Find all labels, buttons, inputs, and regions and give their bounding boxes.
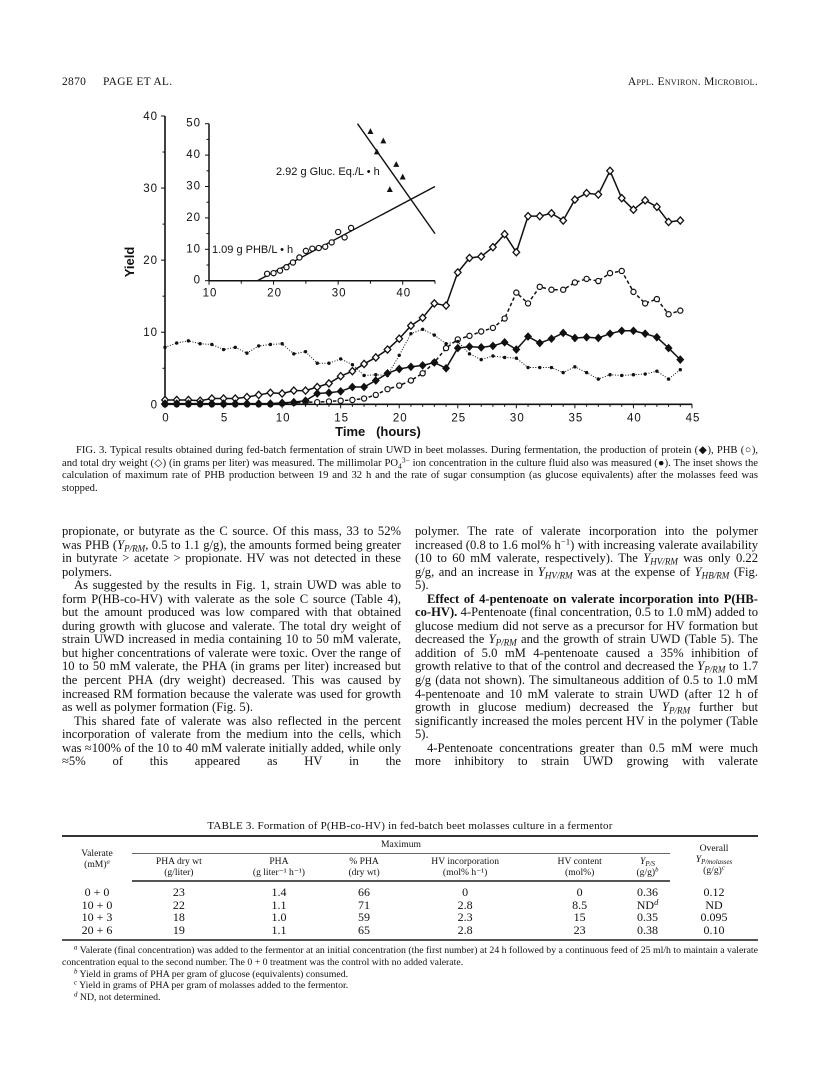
data-point-series-2 bbox=[583, 334, 590, 341]
data-point-series-3 bbox=[222, 348, 225, 351]
data-point-series-1 bbox=[443, 345, 448, 350]
data-point-series-3 bbox=[456, 340, 459, 343]
data-point-series-3 bbox=[679, 368, 682, 371]
inset-data-point-series-0 bbox=[323, 244, 328, 249]
data-point-series-1 bbox=[467, 333, 472, 338]
data-point-series-0 bbox=[279, 390, 286, 397]
data-point-series-0 bbox=[361, 360, 368, 367]
inset-data-point-series-1 bbox=[400, 174, 406, 180]
page-number: 2870 bbox=[62, 76, 87, 88]
script-text: P/RM bbox=[495, 638, 517, 649]
col-header: HV content (mol%) bbox=[534, 854, 625, 882]
data-point-series-3 bbox=[187, 339, 190, 342]
data-point-series-3 bbox=[269, 343, 272, 346]
data-point-series-2 bbox=[337, 388, 344, 395]
data-point-series-3 bbox=[339, 357, 342, 360]
text-run: was at the expense of bbox=[572, 564, 695, 579]
data-point-series-3 bbox=[468, 352, 471, 355]
table-footnotes bbox=[62, 945, 758, 1003]
table-cell: 23 bbox=[172, 885, 185, 899]
data-point-series-1 bbox=[385, 387, 390, 392]
table-cell: 22 bbox=[172, 897, 185, 912]
data-point-series-2 bbox=[478, 344, 485, 351]
data-point-series-0 bbox=[677, 217, 684, 224]
inset-fit-line-1 bbox=[358, 124, 435, 234]
data-point-series-3 bbox=[292, 352, 295, 355]
table-cell: 0.095 bbox=[700, 910, 728, 925]
inset-data-point-series-1 bbox=[374, 149, 380, 155]
data-point-series-3 bbox=[550, 366, 553, 369]
inset-y-tick-label: 20 bbox=[186, 211, 201, 224]
data-point-series-0 bbox=[583, 190, 590, 197]
inset-data-point-series-1 bbox=[393, 161, 399, 167]
table-cell: 0.35 bbox=[636, 910, 658, 925]
data-point-series-1 bbox=[338, 398, 343, 403]
data-point-series-3 bbox=[409, 332, 412, 335]
data-point-series-1 bbox=[479, 329, 484, 334]
data-point-series-2 bbox=[419, 362, 426, 369]
data-point-series-1 bbox=[607, 271, 612, 276]
data-point-series-3 bbox=[351, 363, 354, 366]
inset-annotation-sugar-rate: 2.92 g Gluc. Eq./L • h bbox=[276, 166, 380, 178]
data-point-series-0 bbox=[373, 354, 380, 361]
table-cell: 59 bbox=[358, 910, 371, 925]
data-point-series-0 bbox=[572, 196, 579, 203]
table-cell: 18 bbox=[172, 910, 185, 925]
inset-data-point-series-1 bbox=[367, 128, 373, 134]
data-point-series-0 bbox=[291, 387, 298, 394]
data-point-series-3 bbox=[433, 333, 436, 336]
footnote: $^d$ ND, not determined. bbox=[74, 991, 161, 1003]
data-point-series-1 bbox=[397, 383, 402, 388]
inset-y-tick-label: 10 bbox=[186, 243, 201, 256]
data-point-series-3 bbox=[398, 354, 401, 357]
text-run: polymer. The rate of valerate incorporation into the polymer increased (0.8 to 1.6 mol% h bbox=[415, 524, 758, 552]
run-in-heading: Effect of 4-pentenoate on valerate incorporation into P(HB-co-HV). bbox=[415, 591, 758, 620]
data-point-series-3 bbox=[234, 346, 237, 349]
data-point-series-3 bbox=[515, 356, 518, 359]
text-run: Y bbox=[117, 537, 125, 552]
data-point-series-1 bbox=[596, 278, 601, 283]
data-point-series-0 bbox=[443, 302, 450, 309]
x-tick-label: 30 bbox=[509, 412, 525, 425]
text-run: As suggested by the results in Fig. 1, strain UWD was able to form P(HB-co-HV) with valerate as the sole C source (Table 4), but the amount produced was low compared with that obtained during growth with glucose and valerate. The total dry weight of strain UWD increased in media containing 10 to 50 mM valerate, but higher concentrations of valerate were toxic. Over the range of 10 to 50 mM valerate, the PHA (in grams per liter) increased but the percent PHA (dry weight) decreased. This was caused by increased RM formation because the valerate was used for growth as well as polymer formation (Fig. 5). bbox=[62, 578, 401, 715]
paragraph bbox=[62, 525, 401, 579]
table-row bbox=[62, 881, 758, 899]
script-text: 3− bbox=[401, 454, 410, 464]
table-cell: 2.8 bbox=[396, 924, 534, 941]
text-run: 4-Pentenoate concentrations greater than 0.5 mM were much more inhibitory to strain UWD growing with valerate bbox=[415, 740, 758, 769]
inset-data-point-series-0 bbox=[290, 260, 295, 265]
script-text: HB/RM bbox=[701, 570, 730, 581]
data-point-series-1 bbox=[525, 301, 530, 306]
text-run: Y bbox=[537, 564, 545, 579]
data-point-series-2 bbox=[408, 363, 415, 370]
y-tick-label: 0 bbox=[150, 399, 158, 412]
data-point-series-1 bbox=[537, 284, 542, 289]
data-point-series-0 bbox=[595, 191, 602, 198]
data-point-series-0 bbox=[536, 213, 543, 220]
data-point-series-0 bbox=[560, 217, 567, 224]
footnote: $^c$ Yield in grams of PHA per gram of molasses added to the fermentor. bbox=[74, 979, 349, 992]
col-header: PHA dry wt (g/liter) bbox=[132, 854, 226, 882]
table-cell: 10 + 3 bbox=[81, 910, 113, 925]
script-text: P/RM bbox=[124, 543, 146, 554]
data-point-series-1 bbox=[361, 396, 366, 401]
data-point-series-3 bbox=[480, 358, 483, 361]
col-group-maximum: Maximum bbox=[132, 836, 670, 854]
data-point-series-0 bbox=[349, 368, 356, 375]
data-point-series-1 bbox=[561, 287, 566, 292]
text-run: was only 0.22 g/g, and an increase in bbox=[415, 551, 758, 579]
col-header: HV incorporation (mol% h⁻¹) bbox=[396, 854, 534, 882]
data-point-series-1 bbox=[643, 301, 648, 306]
data-point-series-2 bbox=[361, 383, 368, 390]
data-point-series-2 bbox=[501, 339, 508, 346]
y-tick-label: 20 bbox=[143, 255, 158, 268]
data-point-series-1 bbox=[584, 276, 589, 281]
data-point-series-3 bbox=[561, 371, 564, 374]
data-point-series-1 bbox=[678, 308, 683, 313]
data-point-series-2 bbox=[396, 365, 403, 372]
footnote: $^b$ Yield in grams of PHA per gram of glucose (equivalents) consumed. bbox=[74, 968, 349, 980]
y-tick-label: 30 bbox=[143, 183, 158, 196]
data-point-series-3 bbox=[632, 373, 635, 376]
x-tick-label: 45 bbox=[685, 412, 701, 425]
table-cell: 0.10 bbox=[670, 924, 758, 941]
data-point-series-3 bbox=[444, 342, 447, 345]
data-point-series-2 bbox=[373, 377, 380, 384]
inset-y-tick-label: 50 bbox=[186, 117, 201, 130]
inset-x-tick-label: 40 bbox=[396, 287, 412, 300]
text-run: ion concentration in the culture fluid also was measured (●). The inset shows the calculation of maximum rate of PHB production between 19 and 32 h and the rate of sugar consumption (as glucose equivalents) after the molasses feed was stopped. bbox=[62, 457, 758, 494]
data-point-series-2 bbox=[490, 342, 497, 349]
data-point-series-2 bbox=[349, 383, 356, 390]
inset-data-point-series-0 bbox=[329, 240, 334, 245]
data-point-series-3 bbox=[304, 350, 307, 353]
col-header-valerate: Valerate (mM)$^a$ bbox=[62, 836, 132, 881]
data-point-series-3 bbox=[491, 354, 494, 357]
data-point-series-3 bbox=[655, 369, 658, 372]
table-cell: 0 bbox=[462, 885, 469, 899]
col-header: % PHA (dry wt) bbox=[332, 854, 396, 882]
x-tick-label: 0 bbox=[162, 412, 170, 425]
script-text: −1 bbox=[560, 536, 571, 547]
inset-data-point-series-0 bbox=[265, 271, 270, 276]
data-point-series-1 bbox=[549, 287, 554, 292]
data-point-series-3 bbox=[280, 342, 283, 345]
data-point-series-3 bbox=[573, 365, 576, 368]
data-point-series-1 bbox=[654, 296, 659, 301]
data-point-series-0 bbox=[267, 389, 274, 396]
text-run: Y bbox=[643, 551, 651, 566]
footnote: $^a$ Valerate (final concentration) was added to the fermentor at an initial concentration (the first number) at 24 h followed by a continuous feed of 25 ml/h to maintain a valerate concentration equal to the second number. The 0 + 0 treatment was the control with no added valerate. bbox=[62, 944, 758, 968]
text-run: Y bbox=[694, 564, 702, 579]
data-point-series-1 bbox=[420, 371, 425, 376]
data-point-series-1 bbox=[373, 392, 378, 397]
running-head-journal: Appl. Environ. Microbiol. bbox=[627, 76, 758, 88]
table-cell: 1.0 bbox=[271, 910, 287, 925]
text-run: Y bbox=[661, 700, 669, 715]
text-run: Y bbox=[697, 659, 705, 674]
table-cell: 65 bbox=[332, 924, 396, 941]
data-point-series-1 bbox=[619, 268, 624, 273]
data-point-series-1 bbox=[514, 290, 519, 295]
data-point-series-3 bbox=[620, 374, 623, 377]
data-point-series-3 bbox=[245, 351, 248, 354]
table-cell: 1.4 bbox=[271, 885, 287, 899]
data-point-series-1 bbox=[666, 312, 671, 317]
x-tick-label: 40 bbox=[627, 412, 642, 425]
data-point-series-3 bbox=[175, 341, 178, 344]
table-cell: 66 bbox=[358, 885, 371, 899]
text-run: ) with increasing valerate availability (10 to 60 mM valerate, respectively). The bbox=[415, 537, 758, 566]
data-point-series-3 bbox=[585, 371, 588, 374]
inset-annotation-phb-rate: 1.09 g PHB/L • h bbox=[212, 244, 294, 256]
figure-3-chart bbox=[0, 0, 816, 440]
body-text-right-column bbox=[415, 525, 758, 769]
data-point-series-3 bbox=[503, 356, 506, 359]
table-block bbox=[62, 835, 758, 1003]
data-point-series-2 bbox=[536, 339, 543, 346]
data-point-series-2 bbox=[466, 343, 473, 350]
y-tick-label: 10 bbox=[143, 327, 158, 340]
inset-x-tick-label: 10 bbox=[202, 287, 218, 300]
data-point-series-2 bbox=[630, 327, 637, 334]
inset-x-tick-label: 20 bbox=[267, 287, 282, 300]
table-cell: 0.36 bbox=[636, 885, 658, 899]
running-head-authors: PAGE ET AL. bbox=[103, 76, 173, 88]
data-point-series-3 bbox=[210, 343, 213, 346]
inset-data-point-series-0 bbox=[277, 268, 282, 273]
table-cell: 10 + 0 bbox=[81, 897, 113, 912]
data-point-series-3 bbox=[608, 373, 611, 376]
data-point-series-2 bbox=[607, 330, 614, 337]
x-axis-title: Time (hours) bbox=[335, 424, 421, 439]
inset-data-point-series-0 bbox=[348, 225, 353, 230]
table-cell: $ND^d$ bbox=[636, 897, 659, 912]
data-point-series-1 bbox=[502, 316, 507, 321]
data-point-series-0 bbox=[525, 213, 532, 220]
x-tick-label: 10 bbox=[275, 412, 291, 425]
inset-x-tick-label: 30 bbox=[331, 287, 347, 300]
inset-data-point-series-1 bbox=[380, 138, 386, 144]
table-cell: 15 bbox=[573, 910, 586, 925]
col-header-yield-ps: $Y_{P/S}$ $(g/g)^b$ bbox=[625, 854, 670, 882]
inset-y-tick-label: 0 bbox=[193, 274, 201, 287]
data-point-series-2 bbox=[314, 390, 321, 397]
inset-data-point-series-1 bbox=[387, 186, 393, 192]
text-run: further but significantly increased the moles percent HV in the polymer (Table 5). bbox=[415, 700, 759, 742]
data-point-series-3 bbox=[597, 377, 600, 380]
x-tick-label: 35 bbox=[568, 412, 584, 425]
table-cell: 20 + 6 bbox=[62, 924, 132, 941]
table-cell: 0.12 bbox=[703, 884, 725, 899]
data-point-series-0 bbox=[326, 380, 333, 387]
data-point-series-0 bbox=[607, 167, 614, 174]
text-run: to 1.7 g/g (data not shown). The simultaneous addition of 0.5 to 1.0 mM 4-pentenoate and 10 mM valerate to strain UWD (after 12 h of growth in glucose medium) decreased the bbox=[415, 659, 758, 715]
x-tick-label: 5 bbox=[220, 412, 229, 425]
inset-data-point-series-0 bbox=[316, 245, 321, 250]
text-run: This shared fate of valerate was also reflected in the percent incorporation of valerate from the medium into the cells, which was ≈100% of the 10 to 40 mM valerate initially added, while only ≈5% of this appeared as HV in the bbox=[62, 713, 401, 769]
x-tick-label: 15 bbox=[334, 412, 350, 425]
data-point-series-2 bbox=[618, 327, 625, 334]
table-row bbox=[62, 924, 758, 941]
data-point-series-3 bbox=[667, 377, 670, 380]
data-point-series-0 bbox=[337, 373, 344, 380]
table-cell: 1.1 bbox=[271, 897, 287, 912]
script-text: 4 bbox=[398, 460, 402, 470]
data-point-series-3 bbox=[643, 372, 646, 375]
table-cell: 23 bbox=[534, 924, 625, 941]
data-point-series-3 bbox=[316, 362, 319, 365]
data-point-series-3 bbox=[163, 346, 166, 349]
data-point-series-2 bbox=[548, 335, 555, 342]
inset-data-point-series-0 bbox=[284, 265, 289, 270]
data-point-series-3 bbox=[526, 366, 529, 369]
text-run: propionate, or butyrate as the C source. Of this mass, 33 to 52% was PHB ( bbox=[62, 524, 401, 552]
x-tick-label: 20 bbox=[392, 412, 408, 425]
table-cell: 2.3 bbox=[457, 910, 473, 925]
text-run: Y bbox=[488, 632, 496, 647]
table-cell: 1.1 bbox=[226, 924, 333, 941]
data-point-series-3 bbox=[198, 342, 201, 345]
data-point-series-1 bbox=[350, 397, 355, 402]
data-point-series-3 bbox=[538, 366, 541, 369]
script-text: HV/RM bbox=[650, 556, 678, 567]
inset-y-tick-label: 30 bbox=[186, 180, 201, 193]
data-point-series-1 bbox=[631, 289, 636, 294]
data-point-series-2 bbox=[642, 330, 649, 337]
script-text: P/RM bbox=[704, 665, 726, 676]
inset-data-point-series-0 bbox=[310, 246, 315, 251]
y-tick-label: 40 bbox=[143, 111, 158, 123]
paragraph bbox=[415, 525, 758, 593]
data-point-series-3 bbox=[327, 362, 330, 365]
paragraph bbox=[415, 593, 758, 742]
script-text: HV/RM bbox=[544, 570, 573, 581]
figure-caption bbox=[62, 445, 758, 495]
data-point-series-0 bbox=[255, 391, 262, 398]
x-tick-label: 25 bbox=[451, 412, 467, 425]
data-point-series-1 bbox=[408, 378, 413, 383]
text-run: , 0.5 to 1.1 g/g), the amounts formed being greater in butyrate > acetate > propionate. HV was not detected in these polymers. bbox=[62, 537, 402, 579]
data-point-series-3 bbox=[374, 373, 377, 376]
inset-data-point-series-0 bbox=[303, 248, 308, 253]
data-point-series-1 bbox=[326, 399, 331, 404]
inset-data-point-series-0 bbox=[342, 235, 347, 240]
data-point-series-3 bbox=[257, 344, 260, 347]
text-run: FIG. 3. Typical results obtained during fed-batch fermentation of strain UWD in beet molasses. During fermentation, the production of protein (◆), PHB (○), and total dry weight (◇) (in grams per liter) was measured. The millimolar PO bbox=[62, 445, 758, 469]
data-point-series-2 bbox=[572, 334, 579, 341]
data-point-series-2 bbox=[560, 329, 567, 336]
inset-data-point-series-0 bbox=[271, 271, 276, 276]
table-cell: 2.8 bbox=[457, 897, 473, 912]
text-run: and the growth of strain UWD (Table 5). The addition of 5.0 mM 4-pentenoate caused a 35% inhibition of growth relative to that of the control and decreased the bbox=[415, 632, 758, 674]
series-line-1 bbox=[165, 271, 680, 404]
data-point-series-0 bbox=[548, 210, 555, 217]
col-header-overall-yield: Overall $Y_{P/molasses}$ $(g/g)^c$ bbox=[670, 836, 758, 881]
text-run: (Fig. 5). bbox=[415, 564, 758, 593]
body-text-left-column bbox=[62, 525, 401, 769]
data-point-series-3 bbox=[362, 374, 365, 377]
script-text: P/RM bbox=[669, 705, 691, 716]
col-header: PHA (g liter⁻¹ h⁻¹) bbox=[226, 854, 333, 882]
data-point-series-1 bbox=[572, 280, 577, 285]
data-point-series-3 bbox=[386, 374, 389, 377]
data-point-series-3 bbox=[421, 328, 424, 331]
table-cell: ND bbox=[705, 897, 723, 912]
table-3 bbox=[62, 835, 758, 941]
text-run: 4-Pentenoate (final concentration, 0.5 to 1.0 mM) added to glucose medium did not serve as a precursor for HV formation but decreased the bbox=[415, 605, 758, 647]
data-point-series-1 bbox=[315, 400, 320, 405]
table-cell: 0 + 0 bbox=[84, 884, 110, 899]
table-cell: 19 bbox=[132, 924, 226, 941]
data-point-series-0 bbox=[302, 387, 309, 394]
paragraph bbox=[415, 742, 758, 769]
data-point-series-2 bbox=[595, 334, 602, 341]
paragraph bbox=[62, 715, 401, 769]
table-cell: 8.5 bbox=[572, 897, 588, 912]
table-cell: 0.38 bbox=[625, 924, 670, 941]
paragraph bbox=[62, 579, 401, 714]
table-title: TABLE 3. Formation of P(HB-co-HV) in fed-batch beet molasses culture in a fermentor bbox=[207, 820, 613, 832]
y-axis-title: Yield bbox=[122, 246, 137, 278]
data-point-series-1 bbox=[490, 325, 495, 330]
inset-data-point-series-0 bbox=[336, 229, 341, 234]
inset-data-point-series-0 bbox=[297, 255, 302, 260]
inset-y-tick-label: 40 bbox=[186, 149, 201, 162]
table-cell: 0 bbox=[576, 885, 583, 899]
table-cell: 71 bbox=[358, 897, 371, 912]
data-point-series-2 bbox=[326, 389, 333, 396]
